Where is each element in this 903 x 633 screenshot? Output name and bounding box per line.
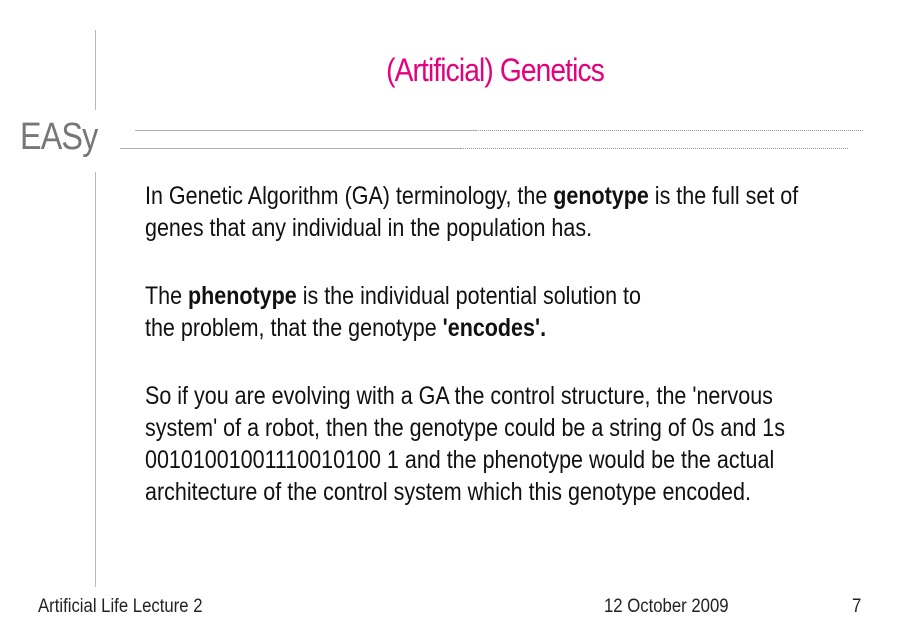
body-line: architecture of the control system which this genotype encoded.: [145, 478, 751, 506]
paragraph-genotype: [145, 180, 799, 244]
easy-logo: EASy: [20, 116, 98, 158]
paragraph-phenotype: [145, 280, 773, 344]
header-rule-lower-dotted: [460, 148, 848, 149]
vertical-divider-top: [95, 30, 96, 110]
paragraph-example: [145, 380, 785, 508]
slide-body: [145, 180, 875, 544]
header-rule-lower: [120, 148, 460, 149]
term-genotype: genotype: [553, 182, 649, 210]
header-rule-upper-dotted: [475, 130, 863, 131]
term-encodes: 'encodes'.: [442, 314, 547, 342]
footer-page-number: 7: [852, 596, 862, 617]
footer-lecture-title: Artificial Life Lecture 2: [38, 596, 203, 617]
body-line: So if you are evolving with a GA the control structure, the 'nervous: [145, 382, 773, 410]
term-phenotype: phenotype: [188, 282, 297, 310]
body-line: 00101001001110010100 1 and the phenotype would be the actual: [145, 446, 775, 474]
vertical-divider-bottom: [95, 172, 96, 587]
body-line: The phenotype is the individual potential solution to: [145, 282, 641, 310]
body-line: genes that any individual in the population has.: [145, 214, 593, 242]
body-line: In Genetic Algorithm (GA) terminology, the genotype is the full set of: [145, 182, 799, 210]
footer-date: 12 October 2009: [604, 596, 729, 617]
slide-title: (Artificial) Genetics: [386, 52, 604, 88]
header-rule-upper: [135, 130, 475, 131]
body-line: the problem, that the genotype 'encodes'.: [145, 314, 547, 342]
body-line: system' of a robot, then the genotype could be a string of 0s and 1s: [145, 414, 785, 442]
